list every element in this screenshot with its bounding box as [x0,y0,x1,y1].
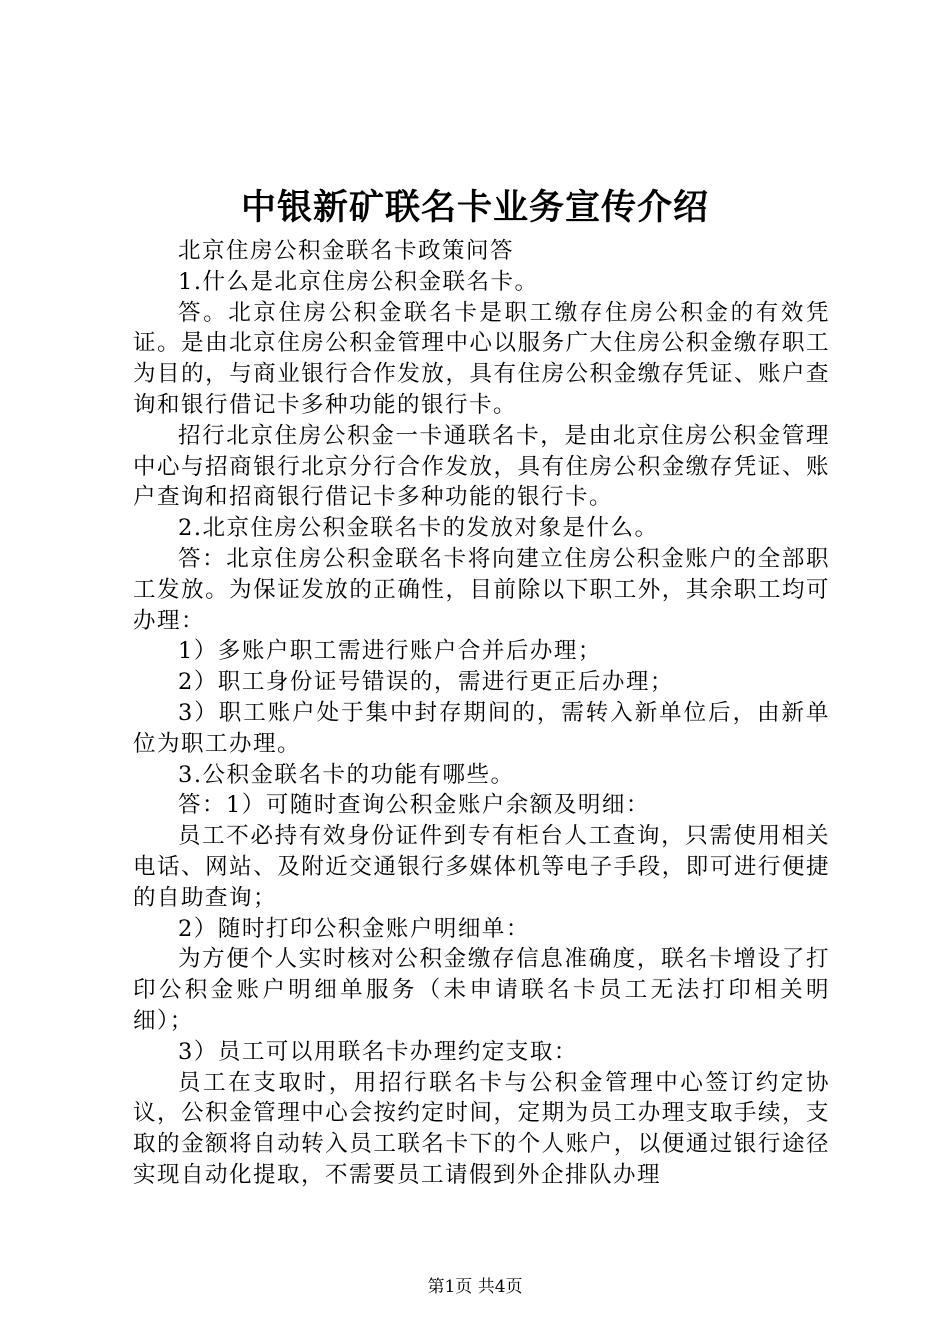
paragraph: 3.公积金联名卡的功能有哪些。 [178,761,515,788]
paragraph: 答。北京住房公积金联名卡是职工缴存住房公积金的有效凭证。是由北京住房公积金管理中心以服务广大住房公积金缴存职工为目的，与商业银行合作发放，具有住房公积金缴存凭证、账户查询和银行借记卡多种功能的银行卡。 [133,299,830,418]
paragraph: 招行北京住房公积金一卡通联名卡，是由北京住房公积金管理中心与招商银行北京分行合作发放，具有住房公积金缴存凭证、账户查询和招商银行借记卡多种功能的银行卡。 [133,422,830,511]
paragraph: 1）多账户职工需进行账户合并后办理； [178,638,602,665]
page-footer: 第1页 共4页 [427,1277,523,1297]
paragraph: 2.北京住房公积金联名卡的发放对象是什么。 [178,515,659,542]
paragraph: 3）员工可以用联名卡办理约定支取： [178,1038,578,1065]
paragraph: 2）随时打印公积金账户明细单： [178,915,530,942]
paragraph: 北京住房公积金联名卡政策问答 [178,238,515,264]
paragraph: 答：北京住房公积金联名卡将向建立住房公积金账户的全部职工发放。为保证发放的正确性，目前除以下职工外，其余职工均可办理： [133,545,830,634]
document-title: 中银新矿联名卡业务宣传介绍 [240,188,709,228]
paragraph: 答：1）可随时查询公积金账户余额及明细： [178,792,650,819]
paragraph: 为方便个人实时核对公积金缴存信息准确度，联名卡增设了打印公积金账户明细单服务（未申请联名卡员工无法打印相关明细）； [133,946,830,1034]
paragraph: 2）职工身份证号错误的，需进行更正后办理； [178,669,674,696]
paragraph: 员工不必持有效身份证件到专有柜台人工查询，只需使用相关电话、网站、及附近交通银行多媒体机等电子手段，即可进行便捷的自助查询； [133,823,830,911]
document-body [133,236,830,1191]
paragraph: 3）职工账户处于集中封存期间的，需转入新单位后，由新单位为职工办理。 [133,699,830,757]
paragraph: 1.什么是北京住房公积金联名卡。 [178,268,539,295]
paragraph: 员工在支取时，用招行联名卡与公积金管理中心签订约定协议，公积金管理中心会按约定时间，定期为员工办理支取手续，支取的金额将自动转入员工联名卡下的个人账户，以便通过银行途径实现自动化提取，不需要员工请假到外企排队办理 [133,1069,830,1188]
